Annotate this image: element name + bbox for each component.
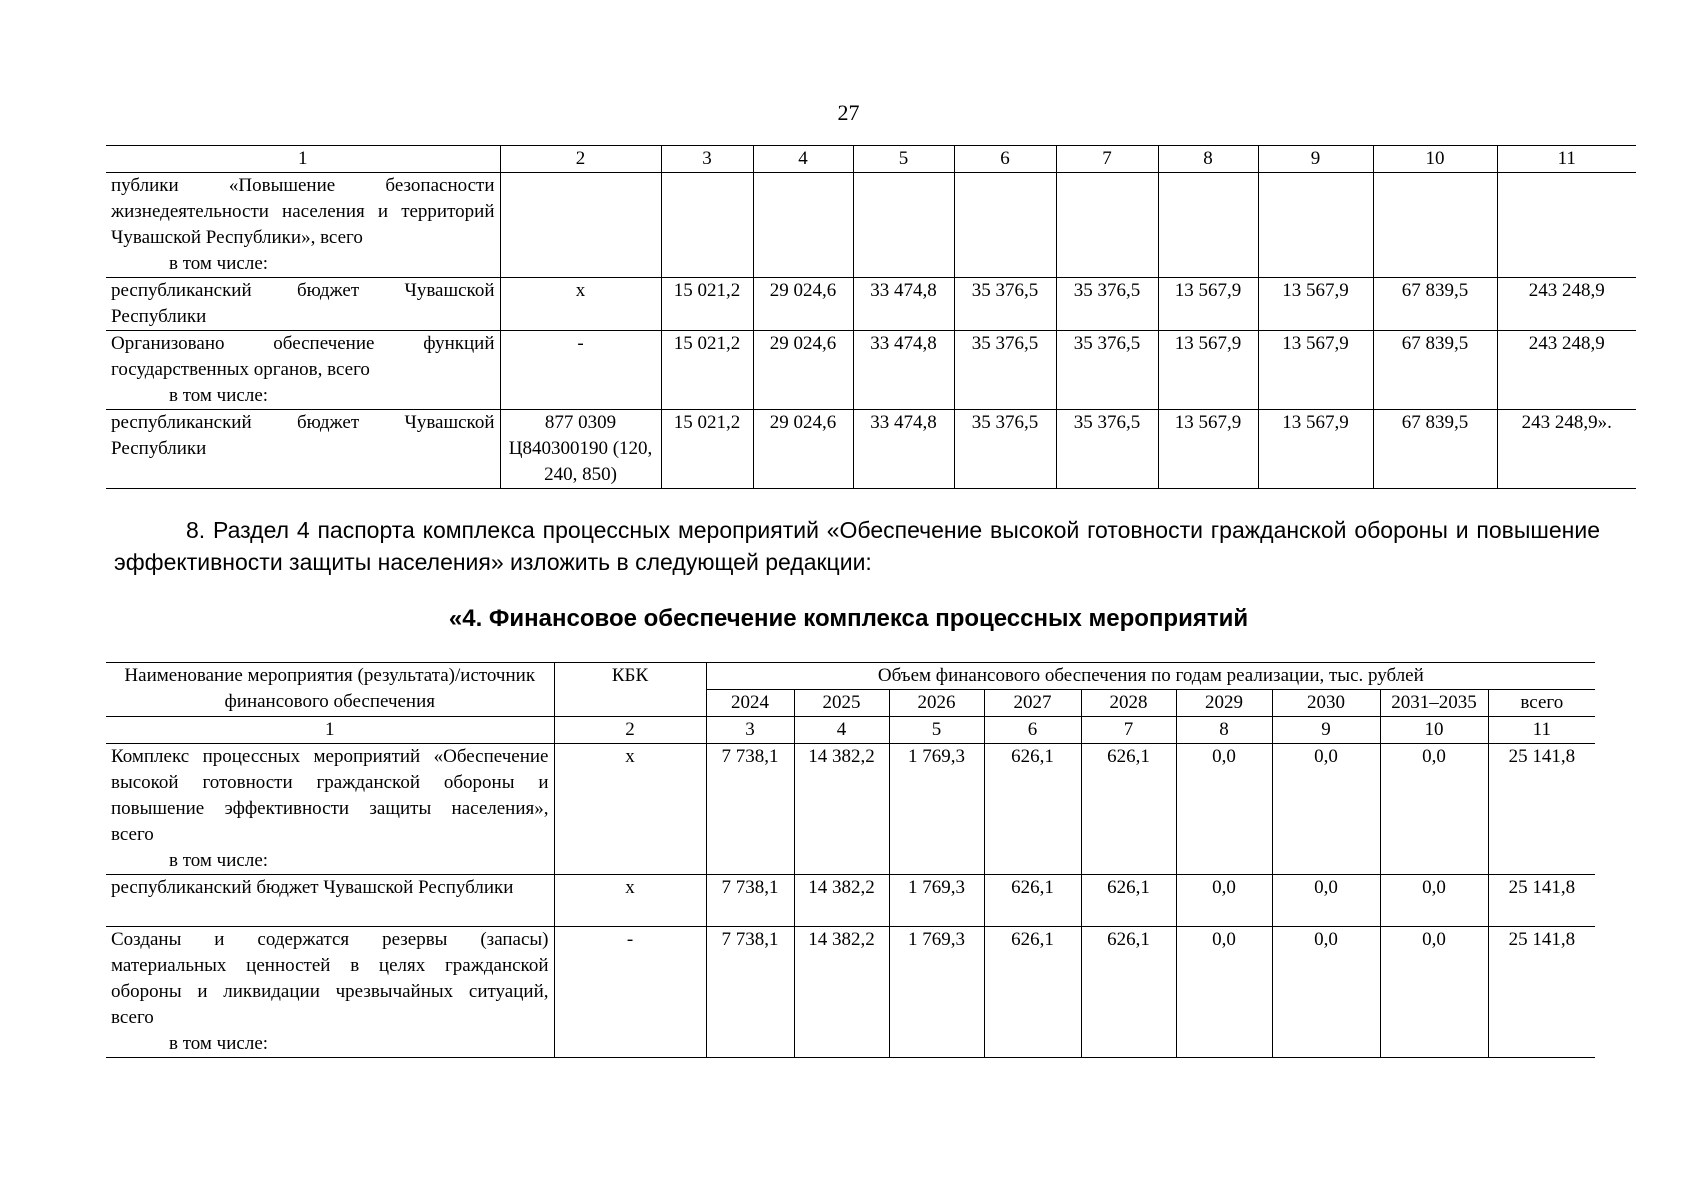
value-cell: 67 839,5 (1373, 331, 1497, 410)
value-cell: 14 382,2 (794, 875, 889, 927)
header-name-col: Наименование мероприятия (результата)/источник финансового обеспечения (106, 663, 554, 717)
amendment-paragraph: 8. Раздел 4 паспорта комплекса процессных мероприятий «Обеспечение высокой готовности гражданской обороны и повышение эффективности защиты населения» изложить в следующей редакции: (114, 517, 1600, 575)
table-row (106, 173, 1636, 278)
value-cell: 35 376,5 (1056, 410, 1158, 489)
value-cell (1056, 173, 1158, 278)
col-number: 10 (1380, 717, 1488, 744)
value-cell: 29 024,6 (753, 410, 853, 489)
kbk-cell: х (554, 744, 706, 875)
value-cell: 25 141,8 (1488, 927, 1595, 1058)
value-cell: 0,0 (1176, 744, 1272, 875)
value-cell: 626,1 (984, 744, 1081, 875)
row-name: республиканский бюджет Чувашской Республики (111, 412, 495, 459)
kbk-cell: х (500, 278, 661, 331)
value-cell: 67 839,5 (1373, 410, 1497, 489)
header-year: 2024 (706, 690, 794, 717)
table-row (106, 331, 1636, 410)
value-cell: 13 567,9 (1258, 410, 1373, 489)
col-number: 8 (1158, 146, 1258, 173)
value-cell: 7 738,1 (706, 744, 794, 875)
value-cell: 243 248,9». (1497, 410, 1636, 489)
value-cell: 1 769,3 (889, 927, 984, 1058)
value-cell (1373, 173, 1497, 278)
row-name: Комплекс процессных мероприятий «Обеспечение высокой готовности гражданской обороны и повышение эффективности защиты населения», всего (111, 746, 549, 845)
kbk-cell: - (500, 331, 661, 410)
value-cell: 35 376,5 (954, 331, 1056, 410)
col-number: 2 (554, 717, 706, 744)
kbk-cell (500, 173, 661, 278)
value-cell: 626,1 (1081, 927, 1176, 1058)
value-cell: 13 567,9 (1258, 331, 1373, 410)
header-year: 2030 (1272, 690, 1380, 717)
row-sub-label: в том числе: (169, 385, 269, 406)
header-row (106, 663, 1595, 690)
value-cell: 243 248,9 (1497, 278, 1636, 331)
row-sub-label: в том числе: (169, 253, 269, 274)
column-number-row (106, 717, 1595, 744)
row-name-cell (106, 875, 554, 927)
value-cell: 626,1 (984, 875, 1081, 927)
row-name-cell (106, 173, 500, 278)
row-name-cell (106, 410, 500, 489)
header-total: всего (1488, 690, 1595, 717)
value-cell: 35 376,5 (954, 278, 1056, 331)
row-name: Организовано обеспечение функций государственных органов, всего (111, 333, 495, 380)
value-cell: 14 382,2 (794, 744, 889, 875)
value-cell: 0,0 (1272, 744, 1380, 875)
value-cell: 29 024,6 (753, 278, 853, 331)
col-number: 8 (1176, 717, 1272, 744)
value-cell: 7 738,1 (706, 875, 794, 927)
value-cell (753, 173, 853, 278)
value-cell: 29 024,6 (753, 331, 853, 410)
value-cell: 13 567,9 (1158, 410, 1258, 489)
col-number: 6 (954, 146, 1056, 173)
value-cell: 7 738,1 (706, 927, 794, 1058)
value-cell (1158, 173, 1258, 278)
value-cell: 33 474,8 (853, 278, 954, 331)
value-cell: 14 382,2 (794, 927, 889, 1058)
kbk-cell: - (554, 927, 706, 1058)
row-name: публики «Повышение безопасности жизнедеятельности населения и территорий Чувашской Республики», всего (111, 175, 495, 248)
value-cell: 13 567,9 (1258, 278, 1373, 331)
value-cell: 0,0 (1176, 875, 1272, 927)
value-cell: 67 839,5 (1373, 278, 1497, 331)
value-cell: 626,1 (1081, 744, 1176, 875)
funding-table (106, 662, 1595, 1058)
value-cell: 33 474,8 (853, 331, 954, 410)
value-cell: 0,0 (1272, 875, 1380, 927)
table-row (106, 278, 1636, 331)
value-cell: 15 021,2 (661, 410, 753, 489)
col-number: 2 (500, 146, 661, 173)
value-cell: 0,0 (1380, 927, 1488, 1058)
value-cell: 35 376,5 (954, 410, 1056, 489)
table-row (106, 927, 1595, 1058)
value-cell: 35 376,5 (1056, 331, 1158, 410)
value-cell: 1 769,3 (889, 744, 984, 875)
section-heading: «4. Финансовое обеспечение комплекса процессных мероприятий (448, 605, 1249, 632)
value-cell (661, 173, 753, 278)
value-cell: 13 567,9 (1158, 278, 1258, 331)
value-cell: 626,1 (1081, 875, 1176, 927)
col-number: 5 (853, 146, 954, 173)
value-cell: 0,0 (1380, 744, 1488, 875)
header-year: 2025 (794, 690, 889, 717)
row-name-cell (106, 927, 554, 1058)
col-number: 1 (106, 717, 554, 744)
col-number: 10 (1373, 146, 1497, 173)
row-sub-label: в том числе: (169, 1033, 269, 1054)
header-year: 2026 (889, 690, 984, 717)
header-year: 2031–2035 (1380, 690, 1488, 717)
col-number: 9 (1272, 717, 1380, 744)
funding-table-continued (106, 145, 1636, 489)
value-cell: 0,0 (1272, 927, 1380, 1058)
col-number: 11 (1488, 717, 1595, 744)
header-year: 2029 (1176, 690, 1272, 717)
value-cell (853, 173, 954, 278)
row-name-cell (106, 331, 500, 410)
row-sub-label: в том числе: (169, 850, 269, 871)
col-number: 7 (1081, 717, 1176, 744)
value-cell: 1 769,3 (889, 875, 984, 927)
value-cell: 25 141,8 (1488, 875, 1595, 927)
value-cell: 25 141,8 (1488, 744, 1595, 875)
table-row (106, 410, 1636, 489)
value-cell: 626,1 (984, 927, 1081, 1058)
kbk-cell: 877 0309 Ц840300190 (120, 240, 850) (500, 410, 661, 489)
col-number: 4 (753, 146, 853, 173)
col-number: 6 (984, 717, 1081, 744)
value-cell (1497, 173, 1636, 278)
column-number-row (106, 146, 1636, 173)
value-cell: 0,0 (1380, 875, 1488, 927)
value-cell (954, 173, 1056, 278)
value-cell: 33 474,8 (853, 410, 954, 489)
col-number: 7 (1056, 146, 1158, 173)
header-kbk-col: КБК (554, 663, 706, 717)
value-cell: 243 248,9 (1497, 331, 1636, 410)
header-volume-col: Объем финансового обеспечения по годам реализации, тыс. рублей (706, 663, 1595, 690)
col-number: 1 (106, 146, 500, 173)
col-number: 3 (706, 717, 794, 744)
header-year: 2028 (1081, 690, 1176, 717)
value-cell: 15 021,2 (661, 331, 753, 410)
kbk-cell: х (554, 875, 706, 927)
col-number: 11 (1497, 146, 1636, 173)
row-name-cell (106, 278, 500, 331)
header-year: 2027 (984, 690, 1081, 717)
table-row (106, 875, 1595, 927)
value-cell (1258, 173, 1373, 278)
value-cell: 15 021,2 (661, 278, 753, 331)
col-number: 4 (794, 717, 889, 744)
col-number: 3 (661, 146, 753, 173)
row-name: Созданы и содержатся резервы (запасы) материальных ценностей в целях гражданской обороны и ликвидации чрезвычайных ситуаций, всего (111, 929, 549, 1028)
value-cell: 0,0 (1176, 927, 1272, 1058)
row-name-cell (106, 744, 554, 875)
value-cell: 13 567,9 (1158, 331, 1258, 410)
table-row (106, 744, 1595, 875)
row-name: республиканский бюджет Чувашской Республики (111, 280, 495, 327)
page-number: 27 (837, 100, 860, 125)
row-name: республиканский бюджет Чувашской Республики (111, 877, 514, 898)
value-cell: 35 376,5 (1056, 278, 1158, 331)
col-number: 5 (889, 717, 984, 744)
col-number: 9 (1258, 146, 1373, 173)
